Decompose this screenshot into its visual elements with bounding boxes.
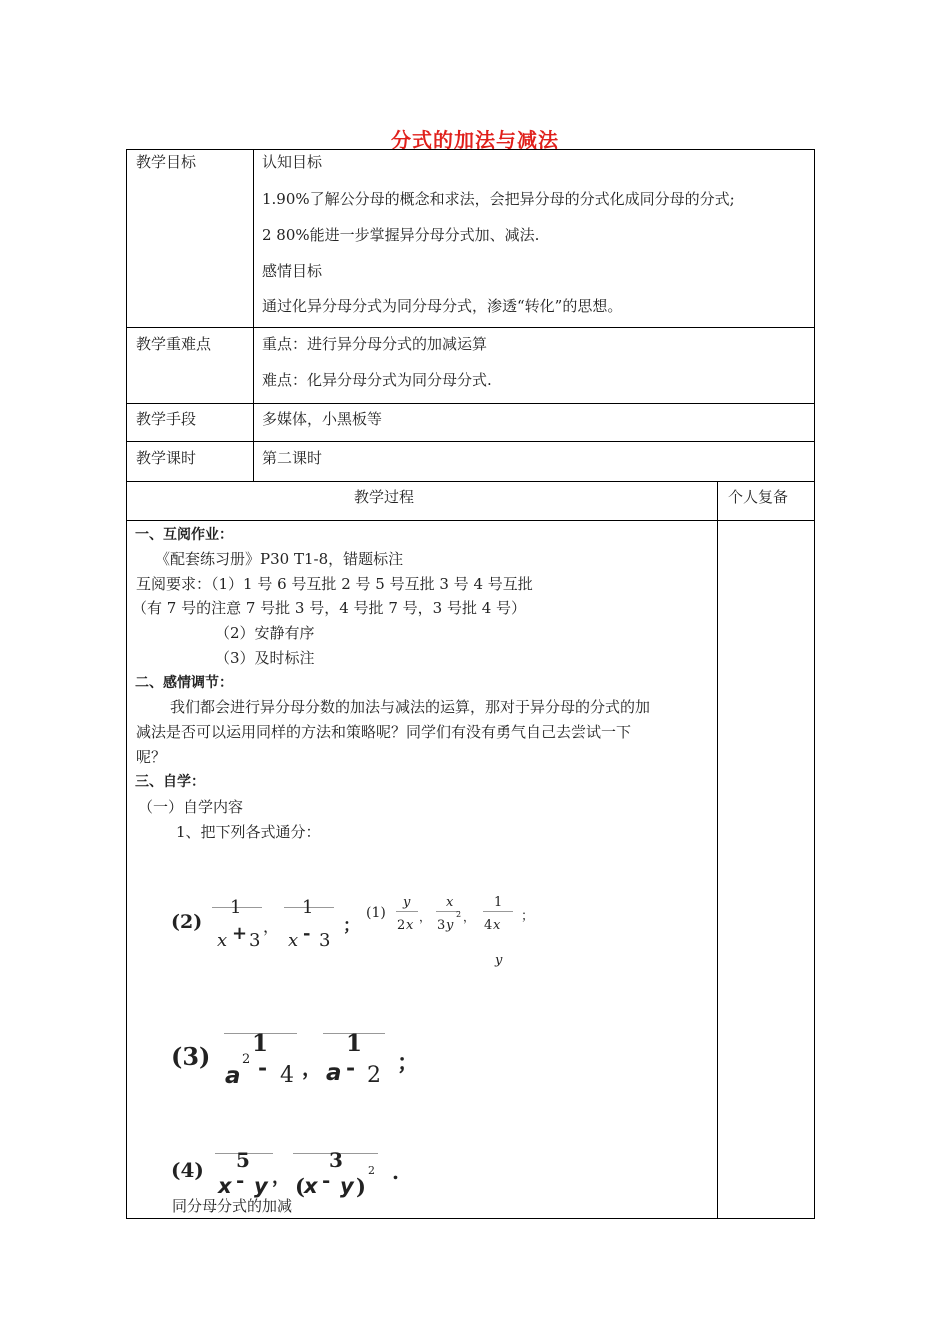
section-2-title: 二、感情调节： [135, 675, 233, 691]
comma: ， [263, 917, 280, 936]
expr-1-label: (1) [366, 905, 386, 921]
denominator-var: y [340, 1174, 354, 1198]
hours-label: 教学课时 [136, 449, 197, 467]
s2-paragraph: 减法是否可以运用同样的方法和策略呢？同学们有没有勇气自己去尝试一下 [136, 723, 632, 741]
comma: ， [272, 1167, 290, 1188]
paren: ) [356, 1174, 366, 1199]
denominator-var: a [225, 1063, 241, 1089]
s3-item: 1、把下列各式通分： [176, 823, 321, 841]
column-divider [253, 149, 254, 481]
section-3-title: 三、自学： [135, 774, 205, 790]
s2-paragraph: 我们都会进行异分母分数的加法与减法的运算，那对于异分母的分式的加 [170, 698, 651, 716]
numerator: 1 [230, 897, 242, 918]
semicolon: ； [521, 909, 535, 924]
exponent: 2 [456, 910, 462, 919]
expr-3-label: (3) [171, 1042, 211, 1071]
numerator: 1 [494, 895, 503, 910]
row-divider [126, 520, 815, 521]
numerator: 1 [302, 897, 314, 918]
side-header: 个人复备 [728, 488, 789, 506]
goal-line: 1.90%了解公分母的概念和求法，会把异分母的分式化成同分母的分式; [262, 190, 735, 208]
period: . [392, 1160, 399, 1184]
row-divider [126, 403, 815, 404]
denominator-const: 2 [367, 1063, 381, 1088]
s3-sub: （一）自学内容 [138, 798, 244, 816]
numerator: y [403, 895, 411, 910]
numerator: 5 [236, 1148, 250, 1172]
operator: - [322, 1168, 331, 1192]
page-title: 分式的加法与减法 [391, 128, 559, 152]
operator: - [303, 923, 311, 944]
operator: - [236, 1168, 245, 1192]
semicolon: ； [343, 916, 360, 936]
numerator: x [446, 895, 454, 910]
goal-label: 教学目标 [136, 153, 197, 171]
denominator: 2 [397, 918, 406, 933]
exponent: 2 [368, 1164, 375, 1177]
denominator-var: x [288, 930, 299, 951]
hours-value: 第二课时 [262, 449, 323, 467]
process-header: 教学过程 [354, 488, 415, 506]
column-divider [717, 481, 718, 1219]
s2-paragraph: 呢？ [136, 748, 167, 766]
goal-line: 认知目标 [262, 153, 323, 171]
means-label: 教学手段 [136, 410, 197, 428]
comma: ， [419, 910, 432, 924]
s1-line: 《配套练习册》P30 T1-8，错题标注 [155, 550, 404, 568]
operator: - [258, 1055, 268, 1081]
denominator: x [493, 918, 501, 933]
denominator: 4 [484, 918, 493, 933]
operator: - [346, 1055, 356, 1081]
denominator: y [446, 918, 454, 933]
denominator: 3 [437, 918, 446, 933]
key-line: 重点：进行异分母分式的加减运算 [262, 335, 488, 353]
denominator-var: x [304, 1174, 318, 1198]
stray-variable: y [495, 953, 503, 968]
goal-line: 通过化异分母分式为同分母分式，渗透“转化”的思想。 [262, 297, 623, 315]
s1-line: （有 7 号的注意 7 号批 3 号，4 号批 7 号，3 号批 4 号） [132, 599, 527, 617]
s1-line: 互阅要求：（1）1 号 6 号互批 2 号 5 号互批 3 号 4 号互批 [136, 575, 533, 593]
denominator-var: x [218, 1174, 232, 1198]
key-label: 教学重难点 [136, 335, 212, 353]
row-divider [126, 441, 815, 442]
row-divider [126, 481, 815, 482]
key-line: 难点：化异分母分式为同分母分式. [262, 371, 492, 389]
section-1-title: 一、互阅作业： [135, 527, 233, 543]
means-value: 多媒体，小黑板等 [262, 410, 383, 428]
goal-line: 2 80%能进一步掌握异分母分式加、减法. [262, 226, 540, 244]
row-divider [126, 327, 815, 328]
paren: ( [295, 1174, 305, 1199]
comma: ， [463, 910, 476, 924]
denominator-const: 4 [280, 1063, 294, 1088]
denominator-var: y [254, 1174, 268, 1198]
expr-2-label: (2) [171, 911, 203, 933]
s1-line: （2）安静有序 [215, 624, 315, 642]
fraction-bar [396, 911, 418, 912]
numerator: 1 [346, 1030, 363, 1057]
denominator-const: 3 [319, 930, 331, 951]
goal-line: 感情目标 [262, 262, 323, 280]
exponent: 2 [242, 1052, 251, 1067]
numerator: 3 [329, 1148, 343, 1172]
fraction-bar [483, 911, 513, 912]
footer-text: 同分母分式的加减 [172, 1197, 293, 1215]
s1-line: （3）及时标注 [215, 649, 315, 667]
denominator: x [406, 918, 414, 933]
semicolon: ； [397, 1050, 420, 1076]
denominator-const: 3 [249, 930, 261, 951]
expr-4-label: (4) [171, 1158, 204, 1182]
numerator: 1 [252, 1030, 269, 1057]
denominator-var: a [326, 1060, 342, 1086]
denominator-var: x [217, 930, 228, 951]
operator: + [232, 923, 248, 944]
comma: ， [302, 1056, 322, 1080]
